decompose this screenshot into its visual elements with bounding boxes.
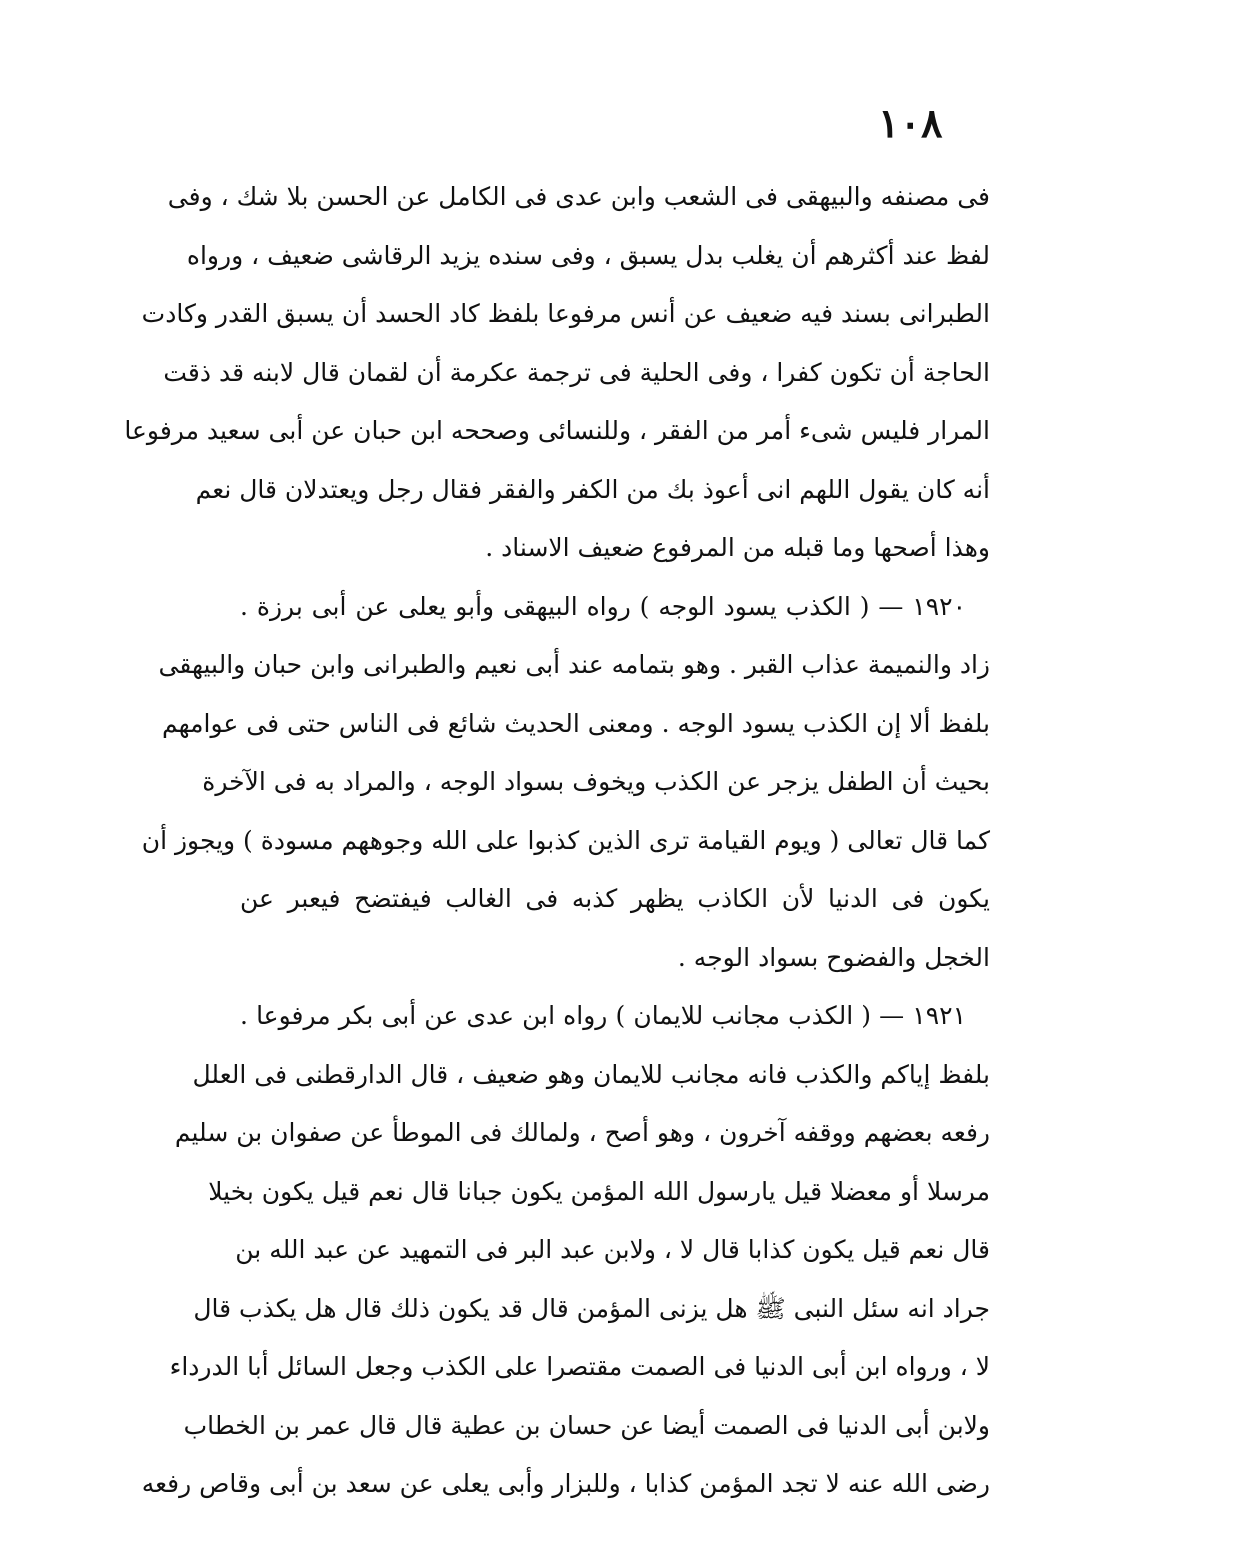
page-number: ١٠٨	[878, 100, 943, 147]
body-text	[124, 168, 990, 1514]
text-line: الخجل والفضوح بسواد الوجه .	[677, 942, 990, 972]
text-line: مرسلا أو معضلا قيل يارسول الله المؤمن يكون جبانا قال نعم قيل يكون بخيلا	[208, 1176, 990, 1206]
text-line: يكون فى الدنيا لأن الكاذب يظهر كذبه فى الغالب فيفتضح فيعبر عن	[240, 884, 990, 913]
text-line: بحيث أن الطفل يزجر عن الكذب ويخوف بسواد الوجه ، والمراد به فى الآخرة	[202, 767, 990, 796]
text-line: لفظ عند أكثرهم أن يغلب بدل يسبق ، وفى سنده يزيد الرقاشى ضعيف ، ورواه	[186, 240, 990, 270]
text-line: رفعه بعضهم ووقفه آخرون ، وهو أصح ، ولمالك فى الموطأ عن صفوان بن سليم	[174, 1118, 990, 1147]
text-line: ١٩٢١ — ( الكذب مجانب للايمان ) رواه ابن عدى عن أبى بكر مرفوعا .	[240, 1001, 966, 1030]
text-line: أنه كان يقول اللهم انى أعوذ بك من الكفر والفقر فقال رجل ويعتدلان قال نعم	[195, 474, 990, 504]
text-line: رضى الله عنه لا تجد المؤمن كذابا ، وللبزار وأبى يعلى عن سعد بن أبى وقاص رفعه	[141, 1469, 990, 1498]
text-line: فى مصنفه والبيهقى فى الشعب وابن عدى فى الكامل عن الحسن بلا شك ، وفى	[167, 182, 990, 211]
text-line: جراد انه سئل النبى ﷺ هل يزنى المؤمن قال قد يكون ذلك قال هل يكذب قال	[193, 1293, 990, 1323]
text-line: الحاجة أن تكون كفرا ، وفى الحلية فى ترجمة عكرمة أن لقمان قال لابنه قد ذقت	[163, 357, 990, 387]
text-line: بلفظ إياكم والكذب فانه مجانب للايمان وهو ضعيف ، قال الدارقطنى فى العلل	[192, 1059, 990, 1089]
text-line: زاد والنميمة عذاب القبر . وهو بتمامه عند أبى نعيم والطبرانى وابن حبان والبيهقى	[158, 650, 990, 679]
text-line: المرار فليس شىء أمر من الفقر ، وللنسائى وصححه ابن حبان عن أبى سعيد مرفوعا	[124, 416, 990, 445]
text-line: بلفظ ألا إن الكذب يسود الوجه . ومعنى الحديث شائع فى الناس حتى فى عوامهم	[161, 708, 990, 738]
text-line: الطبرانى بسند فيه ضعيف عن أنس مرفوعا بلفظ كاد الحسد أن يسبق القدر وكادت	[141, 299, 990, 328]
text-line: ولابن أبى الدنيا فى الصمت أيضا عن حسان بن عطية قال قال عمر بن الخطاب	[183, 1410, 990, 1440]
text-line: قال نعم قيل يكون كذابا قال لا ، ولابن عبد البر فى التمهيد عن عبد الله بن	[235, 1235, 990, 1264]
text-line: لا ، ورواه ابن أبى الدنيا فى الصمت مقتصرا على الكذب وجعل السائل أبا الدرداء	[169, 1352, 990, 1381]
text-line: ١٩٢٠ — ( الكذب يسود الوجه ) رواه البيهقى وأبو يعلى عن أبى برزة .	[240, 591, 966, 621]
text-line: وهذا أصحها وما قبله من المرفوع ضعيف الاسناد .	[485, 533, 990, 562]
text-line: كما قال تعالى ( ويوم القيامة ترى الذين كذبوا على الله وجوههم مسودة ) ويجوز أن	[141, 825, 990, 855]
